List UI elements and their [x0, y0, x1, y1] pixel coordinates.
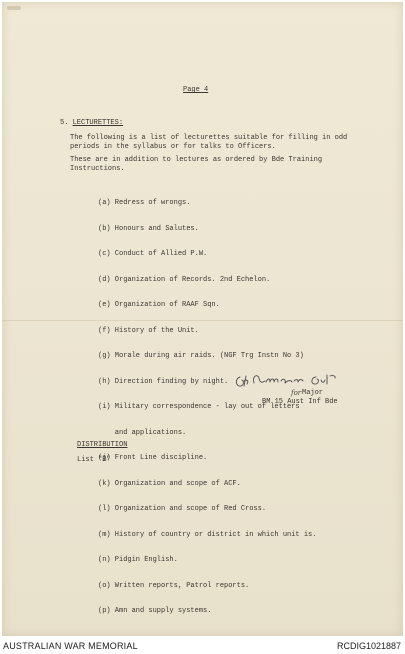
list-item: (o) Written reports, Patrol reports. [98, 581, 250, 590]
list-item: (n) Pidgin English. [98, 556, 178, 564]
intro-text [70, 134, 375, 178]
list-item: (b) Honours and Salutes. [98, 224, 199, 233]
distribution-list: List "B" [77, 456, 111, 464]
list-item: (g) Morale during air raids. (NGF Trg Instn No 3) [98, 352, 304, 360]
list-item: (d) Organization of Records. 2nd Echelon. [98, 275, 271, 284]
for-mark: for [291, 389, 302, 397]
distribution-heading: DISTRIBUTION [77, 441, 128, 449]
page-number: Page 4 [183, 86, 209, 94]
archive-footer [0, 638, 405, 654]
list-item: (a) Redress of wrongs. [98, 199, 191, 207]
list-item: (e) Organization of RAAF Sqn. [98, 301, 220, 309]
list-item: (p) Amn and supply systems. [98, 607, 212, 615]
section-heading: LECTURETTES: [72, 119, 124, 127]
document-page [2, 2, 403, 636]
record-id: RCDIG1021887 [336, 641, 401, 651]
archive-source: AUSTRALIAN WAR MEMORIAL [3, 641, 138, 651]
section-number: 5. [60, 119, 69, 127]
signatory-rank: Major [302, 389, 324, 397]
signatory-unit: BM 15 Aust Inf Bde [262, 398, 338, 406]
list-item: (h) Direction finding by night. [98, 377, 229, 386]
list-item: (m) History of country or district in which unit is. [98, 530, 317, 539]
list-item: and applications. [98, 428, 187, 437]
list-item: (j) Front Line discipline. [98, 454, 208, 462]
paper-edge-mark [7, 6, 21, 10]
intro-paragraph: The following is a list of lecturettes suitable for filling in odd periods in the syllabus or for talks to Officers. [70, 134, 348, 151]
list-item: (c) Conduct of Allied P.W. [98, 250, 208, 258]
list-item: (l) Organization and scope of Red Cross. [98, 505, 267, 513]
section-title [60, 119, 123, 128]
intro-paragraph: These are in addition to lectures as ordered by Bde Training Instructions. [70, 156, 323, 173]
lecturette-list [98, 182, 316, 633]
list-item: (f) History of the Unit. [98, 326, 199, 335]
list-item: (k) Organization and scope of ACF. [98, 479, 241, 488]
handwritten-signature [232, 369, 342, 391]
list-item: (i) Military correspondence - lay out of letters [98, 403, 300, 411]
